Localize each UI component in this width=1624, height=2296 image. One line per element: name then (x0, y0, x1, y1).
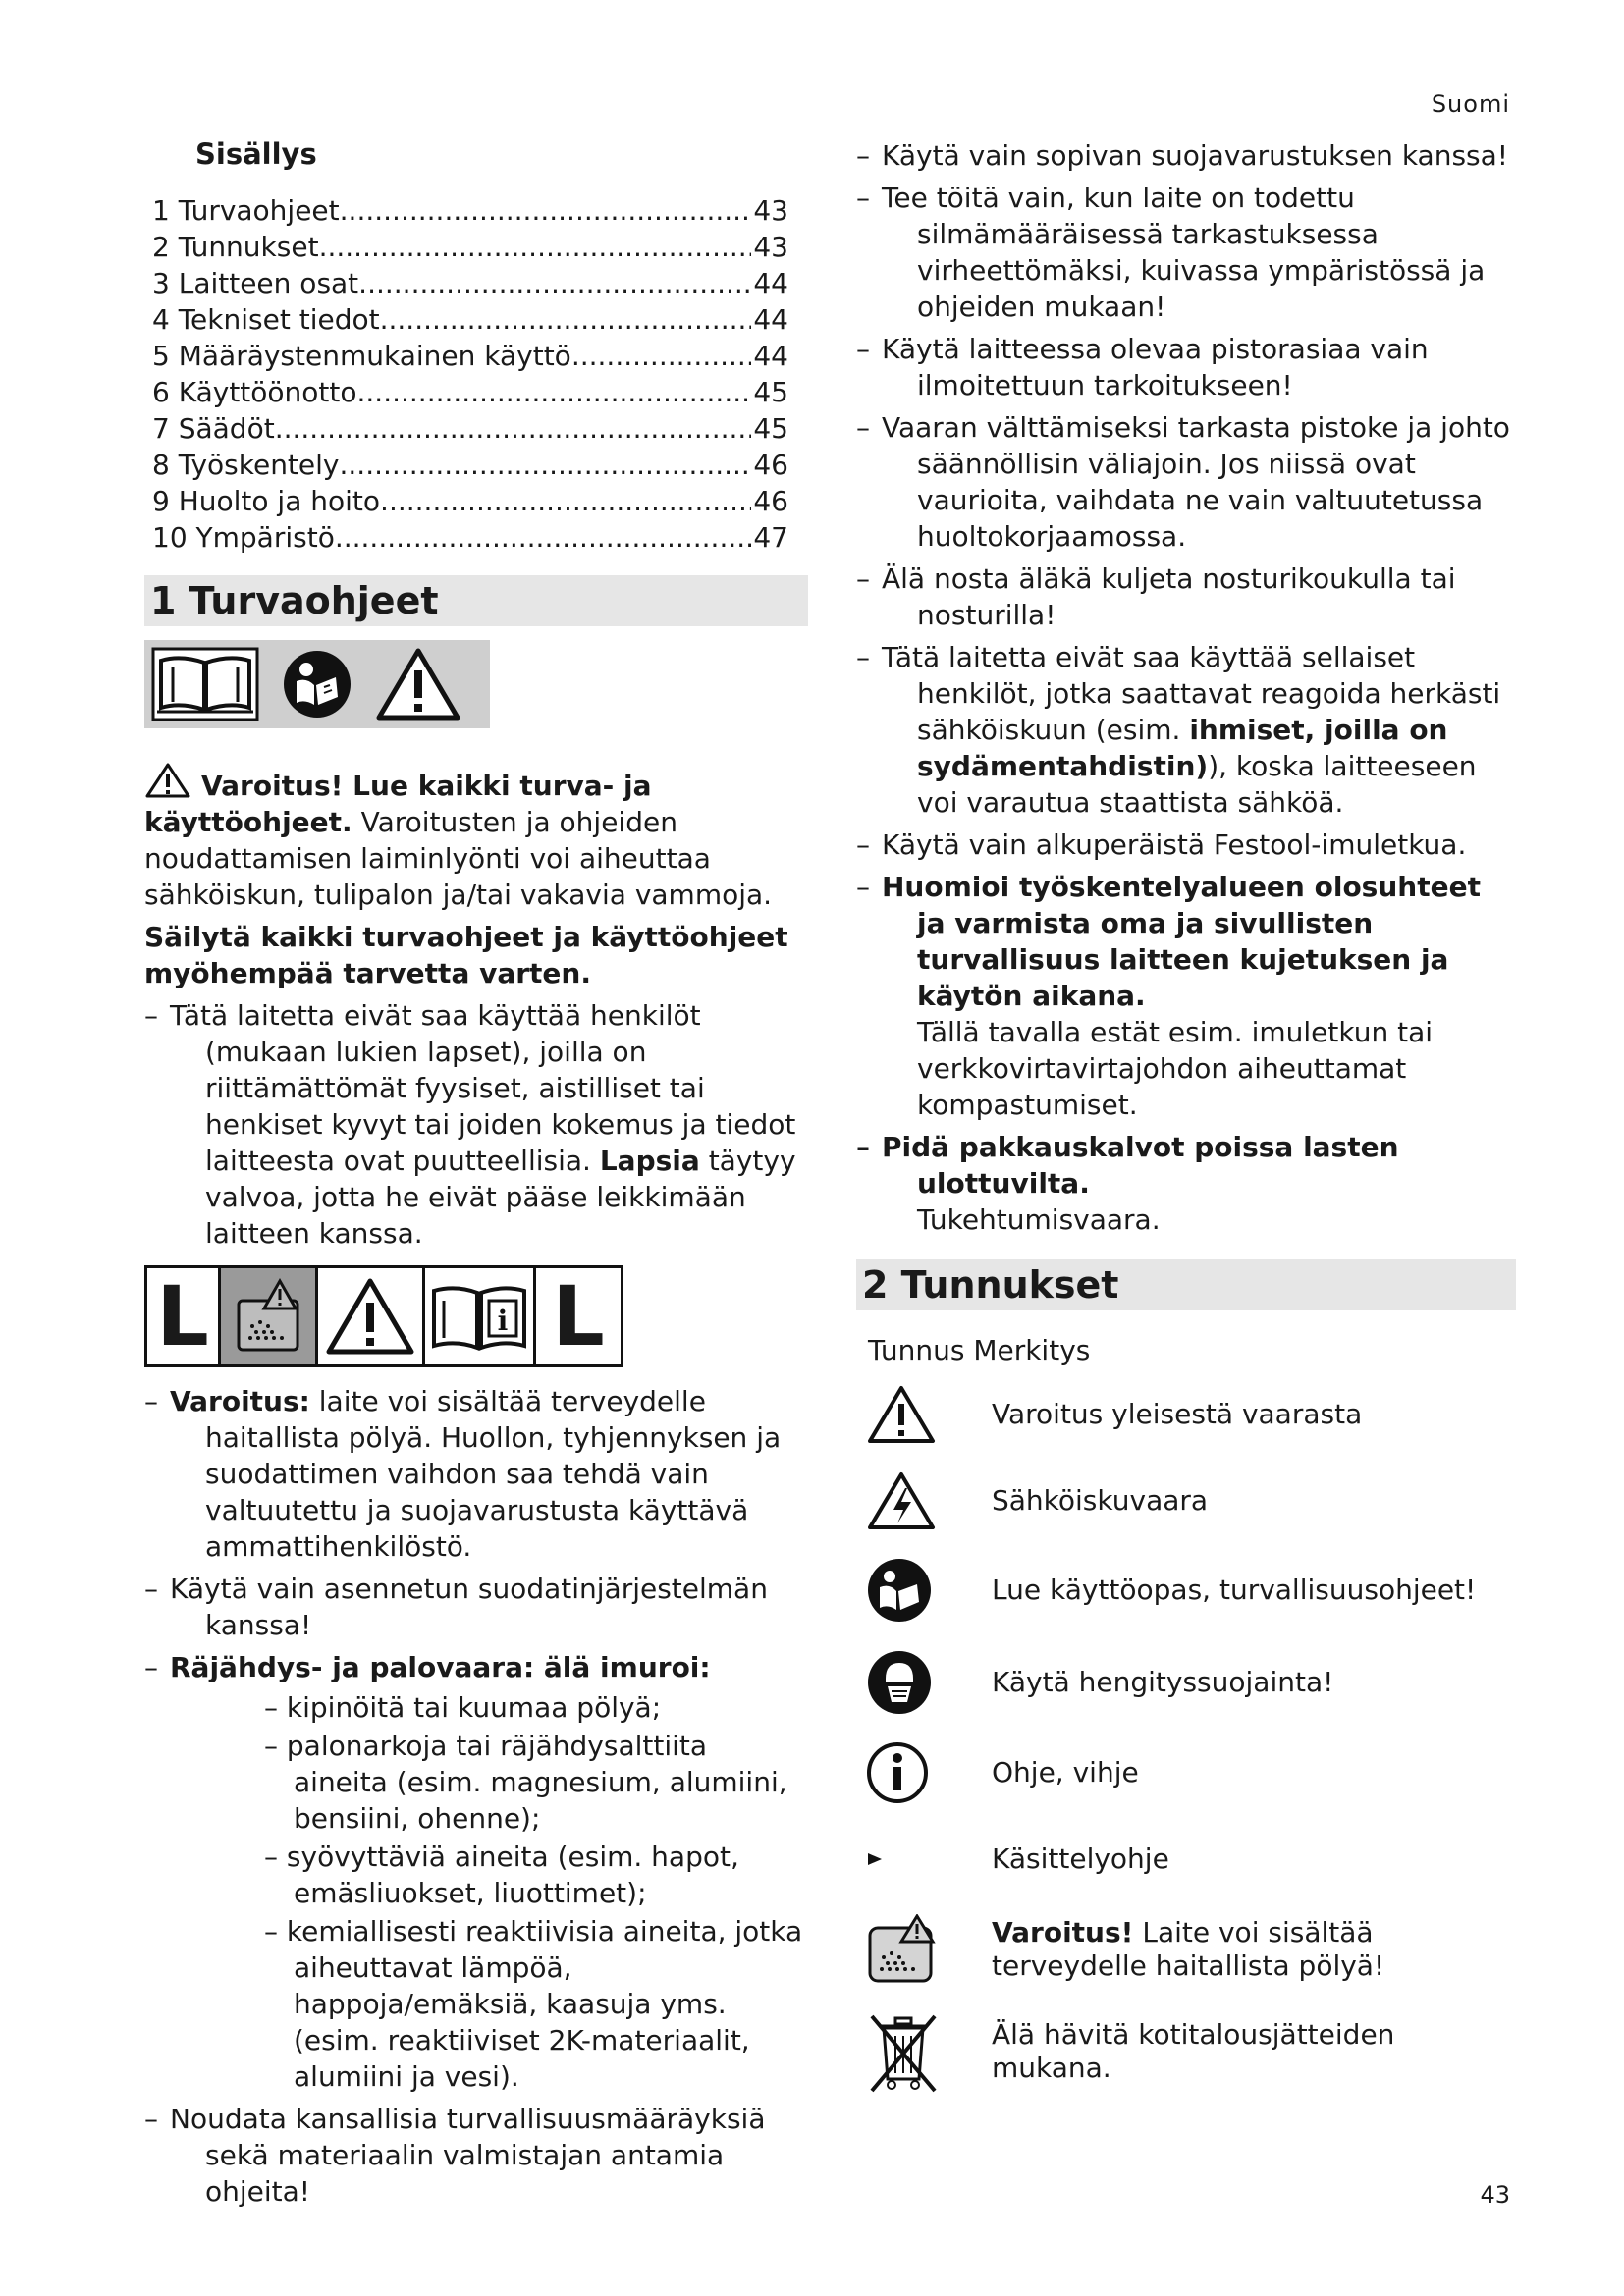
list-item: – Varoitus: laite voi sisältää terveydelle haitallista pölyä. Huollon, tyhjennyksen ja suodattimen vaihdon saa tehdä vain valtuutettu ja suojavarustusta käyttävä ammattihenkilöstö. (144, 1385, 782, 1563)
list-item: – Vaaran välttämiseksi tarkasta pistoke ja johto säännöllisin väliajoin. Jos niissä ovat vaurioita, vaihdata ne vain valtuutetussa huoltokorjaamossa. (856, 411, 1510, 553)
list-item: – Tätä laitetta eivät saa käyttää henkilöt (mukaan lukien lapset), joilla on riittämättömät fyysiset, aistilliset tai henkiset kyvyt tai joiden kokemus ja tiedot laitteesta ovat puutteellisia. Lapsia täytyy valvoa, jotta he eivät pääse leikkimään laitteen kanssa. (144, 999, 796, 1250)
dust-class-strip (144, 1265, 623, 1367)
right-column (856, 137, 1516, 2118)
symbol-row: Ohje, vihje (856, 1741, 1516, 1804)
toc-title: Sisällys (195, 137, 317, 171)
electric-shock-icon (866, 1470, 937, 1531)
warning-triangle-icon (866, 1384, 937, 1445)
sub-list-item: – palonarkoja tai räjähdysalttiita aineita (esim. magnesium, alumiini, bensiini, ohenne); (264, 1730, 787, 1835)
page-language: Suomi (1431, 90, 1510, 118)
harmful-dust-icon (221, 1268, 318, 1364)
list-item: – Tee töitä vain, kun laite on todettu silmämääräisessä tarkastuksessa virheettömäksi, kuivassa ympäristössä ja ohjeiden mukaan! (856, 182, 1486, 323)
sub-list (205, 1689, 808, 2095)
symbol-row: Varoitus! Laite voi sisältää terveydelle haitallista pölyä! (856, 1914, 1516, 1985)
toc-item[interactable]: 10 Ympäristö ..... 47 (152, 519, 788, 556)
list-item: – Noudata kansallisia turvallisuusmääräyksiä sekä materiaalin valmistajan antamia ohjeita! (144, 2103, 766, 2208)
sub-list-item: – syövyttäviä aineita (esim. hapot, emäsliuokset, liuottimet); (264, 1841, 739, 1909)
list-item: – Käytä vain asennetun suodatinjärjestelmän kanssa! (144, 1573, 768, 1641)
info-icon (866, 1741, 929, 1804)
warning-paragraph (144, 762, 808, 913)
symbols-table (856, 1384, 1516, 2093)
toc-item[interactable]: 8 Työskentely ..... 46 (152, 447, 788, 483)
symbols-table-header: Tunnus Merkitys (868, 1334, 1091, 1366)
toc-item[interactable]: 5 Määräystenmukainen käyttö ..... 44 (152, 338, 788, 374)
list-item: – Tätä laitetta eivät saa käyttää sellaiset henkilöt, jotka saattavat reagoida herkästi sähköiskuun (esim. ihmiset, joilla on sydämentahdistin)), koska laitteeseen voi varautua staattista sähköä. (856, 641, 1501, 819)
toc-item[interactable]: 1 Turvaohjeet ..... 43 (152, 192, 788, 229)
dust-class-letter-right: L (552, 1268, 605, 1364)
keep-instructions: Säilytä kaikki turvaohjeet ja käyttöohjeet myöhempää tarvetta varten. (144, 921, 788, 989)
manual-book-icon (151, 647, 259, 721)
safety-icons-bar (144, 640, 490, 728)
list-item: – Älä nosta äläkä kuljeta nosturikoukulla tai nosturilla! (856, 562, 1456, 631)
toc-item[interactable]: 7 Säädöt ..... 45 (152, 410, 788, 447)
dust-class-letter-left: L (147, 1268, 221, 1364)
list-item: – Käytä vain sopivan suojavarustuksen kanssa! (856, 139, 1508, 172)
toc-item[interactable]: 6 Käyttöönotto ..... 45 (152, 374, 788, 410)
section-heading-symbols: 2 Tunnukset (856, 1259, 1516, 1310)
read-manual-icon (866, 1557, 933, 1624)
symbol-row: Käytä hengityssuojainta! (856, 1649, 1516, 1716)
warning-text: Varoitusten ja ohjeiden noudattamisen laiminlyönti voi aiheuttaa sähköiskun, tulipalon ja/tai vakavia vammoja. (144, 806, 773, 911)
table-of-contents (152, 192, 788, 556)
symbol-row: Varoitus yleisestä vaarasta (856, 1384, 1516, 1445)
symbol-row: Lue käyttöopas, turvallisuusohjeet! (856, 1557, 1516, 1624)
toc-item[interactable]: 4 Tekniset tiedot ..... 44 (152, 301, 788, 338)
toc-item[interactable]: 9 Huolto ja hoito ..... 46 (152, 483, 788, 519)
safety-list-3 (856, 137, 1516, 1238)
toc-item[interactable]: 3 Laitteen osat ..... 44 (152, 265, 788, 301)
safety-list-2 (144, 1383, 808, 2210)
page-number: 43 (1480, 2181, 1510, 2209)
toc-item[interactable]: 2 Tunnukset ..... 43 (152, 229, 788, 265)
svg-text:i: i (497, 1305, 509, 1337)
left-column (144, 137, 808, 2216)
symbol-row: Sähköiskuvaara (856, 1470, 1516, 1531)
safety-list-1 (144, 997, 808, 1252)
read-manual-icon (281, 648, 353, 721)
symbol-row: Käsittelyohje (856, 1830, 1516, 1889)
warning-triangle-icon (144, 762, 191, 799)
sub-list-item: – kipinöitä tai kuumaa pölyä; (264, 1691, 662, 1724)
list-item: – Pidä pakkauskalvot poissa lasten ulottuvilta. Tukehtumisvaara. (856, 1131, 1399, 1236)
list-item: – Käytä vain alkuperäistä Festool-imuletkua. (856, 828, 1467, 861)
info-book-icon (425, 1268, 536, 1364)
warning-triangle-icon (375, 647, 461, 721)
sub-list-item: – kemiallisesti reaktiivisia aineita, jotka aiheuttavat lämpöä, happoja/emäksiä, kaasuja yms. (esim. reaktiiviset 2K-materiaalit, alumiini ja vesi). (264, 1915, 803, 2093)
respirator-icon (866, 1649, 933, 1716)
symbol-row: Älä hävitä kotitalousjätteiden mukana. (856, 2010, 1516, 2093)
list-item: – Käytä laitteessa olevaa pistorasiaa vain ilmoitettuun tarkoitukseen! (856, 333, 1429, 401)
arrow-bullet-icon (866, 1849, 886, 1869)
list-item: – Huomioi työskentelyalueen olosuhteet ja varmista oma ja sivullisten turvallisuus laitteen kujetuksen ja käytön aikana. Tällä tavalla estät esim. imuletkun tai verkkovirtavirtajohdon aiheuttamat kompastumiset. (856, 871, 1481, 1121)
crossed-bin-icon (866, 2010, 941, 2093)
warning-triangle-icon (318, 1268, 425, 1364)
warning-heading: Varoitus! Lue kaikki turva- ja käyttöohjeet. (144, 770, 652, 838)
section-heading-safety: 1 Turvaohjeet (144, 575, 808, 626)
harmful-dust-icon (866, 1914, 937, 1985)
list-item: – Räjähdys- ja palovaara: älä imuroi: – kipinöitä tai kuumaa pölyä; – palonarkoja tai räjähdysalttiita aineita (esim. magnesium, alumiini, bensiini, ohenne); – syövyttäviä aineita (esim. hapot, emäsliuokset, liuottimet); – kemiallisesti reaktiivisia aineita, jotka aiheuttavat lämpöä, happoja/emäksiä, kaasuja yms. (esim. reaktiiviset 2K-materiaalit, alumiini ja vesi). (144, 1649, 808, 2095)
